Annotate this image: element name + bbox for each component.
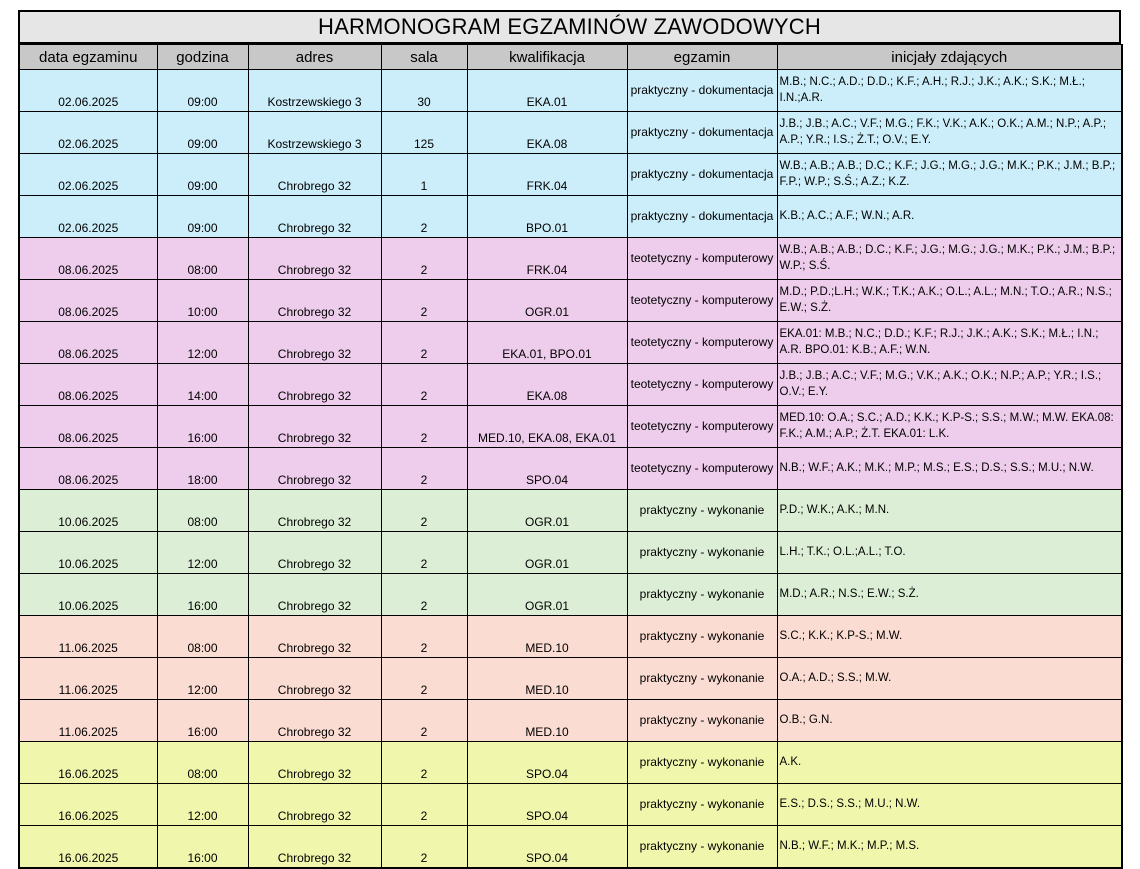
cell-address[interactable]: Chrobrego 32 <box>248 742 381 784</box>
cell-room[interactable]: 2 <box>381 784 467 826</box>
cell-date[interactable]: 16.06.2025 <box>19 784 157 826</box>
table-row <box>19 196 1122 238</box>
cell-date[interactable]: 02.06.2025 <box>19 70 157 112</box>
cell-initials[interactable]: K.B.; A.C.; A.F.; W.N.; A.R. <box>777 196 1122 238</box>
cell-date[interactable]: 16.06.2025 <box>19 826 157 869</box>
cell-date[interactable]: 08.06.2025 <box>19 364 157 406</box>
cell-room[interactable]: 2 <box>381 574 467 616</box>
cell-time[interactable]: 12:00 <box>157 658 248 700</box>
cell-date[interactable]: 08.06.2025 <box>19 406 157 448</box>
cell-room[interactable]: 2 <box>381 700 467 742</box>
cell-initials[interactable]: E.S.; D.S.; S.S.; M.U.; N.W. <box>777 784 1122 826</box>
cell-address[interactable]: Chrobrego 32 <box>248 532 381 574</box>
schedule-rows <box>19 70 1122 869</box>
cell-qualification[interactable]: SPO.04 <box>467 742 627 784</box>
cell-room[interactable]: 1 <box>381 154 467 196</box>
cell-address[interactable]: Chrobrego 32 <box>248 658 381 700</box>
cell-exam[interactable]: teotetyczny - komputerowy <box>627 280 777 322</box>
cell-address[interactable]: Chrobrego 32 <box>248 700 381 742</box>
cell-address[interactable]: Chrobrego 32 <box>248 238 381 280</box>
schedule-table <box>18 44 1123 869</box>
cell-time[interactable]: 16:00 <box>157 574 248 616</box>
table-row <box>19 448 1122 490</box>
cell-qualification[interactable]: MED.10 <box>467 658 627 700</box>
cell-time[interactable]: 14:00 <box>157 364 248 406</box>
cell-time[interactable]: 08:00 <box>157 742 248 784</box>
cell-address[interactable]: Chrobrego 32 <box>248 448 381 490</box>
cell-time[interactable]: 09:00 <box>157 196 248 238</box>
cell-time[interactable]: 09:00 <box>157 70 248 112</box>
cell-date[interactable]: 11.06.2025 <box>19 658 157 700</box>
column-header-initials[interactable]: inicjały zdających <box>777 45 1122 70</box>
cell-exam[interactable]: praktyczny - wykonanie <box>627 490 777 532</box>
cell-address[interactable]: Chrobrego 32 <box>248 616 381 658</box>
table-row <box>19 784 1122 826</box>
cell-exam[interactable]: teotetyczny - komputerowy <box>627 238 777 280</box>
cell-room[interactable]: 2 <box>381 616 467 658</box>
table-row <box>19 826 1122 869</box>
cell-room[interactable]: 125 <box>381 112 467 154</box>
table-row <box>19 616 1122 658</box>
cell-room[interactable]: 2 <box>381 532 467 574</box>
cell-room[interactable]: 2 <box>381 322 467 364</box>
cell-date[interactable]: 11.06.2025 <box>19 700 157 742</box>
cell-initials[interactable]: W.B.; A.B.; A.B.; D.C.; K.F.; J.G.; M.G.; J.G.; M.K.; P.K.; J.M.; B.P.; F.P.; W.P.; S.Ś.; A.Z.; K.Z. <box>777 154 1122 196</box>
table-row <box>19 532 1122 574</box>
cell-qualification[interactable]: EKA.01 <box>467 70 627 112</box>
cell-exam[interactable]: praktyczny - wykonanie <box>627 742 777 784</box>
cell-exam[interactable]: praktyczny - wykonanie <box>627 574 777 616</box>
cell-qualification[interactable]: FRK.04 <box>467 154 627 196</box>
column-header-exam[interactable]: egzamin <box>627 45 777 70</box>
cell-qualification[interactable]: MED.10, EKA.08, EKA.01 <box>467 406 627 448</box>
cell-exam[interactable]: praktyczny - dokumentacja <box>627 112 777 154</box>
cell-qualification[interactable]: BPO.01 <box>467 196 627 238</box>
cell-date[interactable]: 08.06.2025 <box>19 322 157 364</box>
cell-initials[interactable]: J.B.; J.B.; A.C.; V.F.; M.G.; V.K.; A.K.; O.K.; N.P.; A.P.; Y.R.; I.S.; O.V.; E.Y. <box>777 364 1122 406</box>
cell-room[interactable]: 2 <box>381 448 467 490</box>
table-row <box>19 112 1122 154</box>
page-title: HARMONOGRAM EGZAMINÓW ZAWODOWYCH <box>18 10 1121 44</box>
cell-initials[interactable]: L.H.; T.K.; O.L.;A.L.; T.O. <box>777 532 1122 574</box>
cell-date[interactable]: 02.06.2025 <box>19 196 157 238</box>
cell-exam[interactable]: teotetyczny - komputerowy <box>627 406 777 448</box>
table-row <box>19 742 1122 784</box>
table-row <box>19 406 1122 448</box>
cell-initials[interactable]: M.D.; A.R.; N.S.; E.W.; S.Ż. <box>777 574 1122 616</box>
table-row <box>19 490 1122 532</box>
cell-address[interactable]: Kostrzewskiego 3 <box>248 70 381 112</box>
cell-address[interactable]: Chrobrego 32 <box>248 406 381 448</box>
table-row <box>19 364 1122 406</box>
cell-date[interactable]: 08.06.2025 <box>19 448 157 490</box>
cell-initials[interactable]: MED.10: O.A.; S.C.; A.D.; K.K.; K.P-S.; S.S.; M.W.; M.W. EKA.08: F.K.; A.M.; A.P.; Ż.T. EKA.01: L.K. <box>777 406 1122 448</box>
cell-initials[interactable]: S.C.; K.K.; K.P-S.; M.W. <box>777 616 1122 658</box>
cell-exam[interactable]: praktyczny - dokumentacja <box>627 196 777 238</box>
cell-initials[interactable]: M.B.; N.C.; A.D.; D.D.; K.F.; A.H.; R.J.; J.K.; A.K.; S.K.; M.Ł.; I.N.;A.R. <box>777 70 1122 112</box>
column-header-time[interactable]: godzina <box>157 45 248 70</box>
cell-address[interactable]: Chrobrego 32 <box>248 280 381 322</box>
cell-qualification[interactable]: SPO.04 <box>467 448 627 490</box>
header-row <box>19 45 1122 70</box>
cell-qualification[interactable]: FRK.04 <box>467 238 627 280</box>
cell-address[interactable]: Chrobrego 32 <box>248 322 381 364</box>
table-row <box>19 700 1122 742</box>
cell-initials[interactable]: N.B.; W.F.; M.K.; M.P.; M.S. <box>777 826 1122 869</box>
cell-time[interactable]: 18:00 <box>157 448 248 490</box>
cell-qualification[interactable]: OGR.01 <box>467 574 627 616</box>
cell-initials[interactable]: A.K. <box>777 742 1122 784</box>
cell-time[interactable]: 12:00 <box>157 532 248 574</box>
cell-initials[interactable]: N.B.; W.F.; A.K.; M.K.; M.P.; M.S.; E.S.; D.S.; S.S.; M.U.; N.W. <box>777 448 1122 490</box>
cell-qualification[interactable]: OGR.01 <box>467 532 627 574</box>
cell-address[interactable]: Chrobrego 32 <box>248 826 381 869</box>
cell-date[interactable]: 10.06.2025 <box>19 490 157 532</box>
cell-address[interactable]: Chrobrego 32 <box>248 574 381 616</box>
column-header-address[interactable]: adres <box>248 45 381 70</box>
table-row <box>19 658 1122 700</box>
cell-room[interactable]: 2 <box>381 490 467 532</box>
cell-date[interactable]: 08.06.2025 <box>19 238 157 280</box>
cell-date[interactable]: 02.06.2025 <box>19 154 157 196</box>
cell-exam[interactable]: teotetyczny - komputerowy <box>627 448 777 490</box>
cell-date[interactable]: 02.06.2025 <box>19 112 157 154</box>
column-header-room[interactable]: sala <box>381 45 467 70</box>
cell-time[interactable]: 08:00 <box>157 238 248 280</box>
cell-address[interactable]: Chrobrego 32 <box>248 784 381 826</box>
cell-address[interactable]: Chrobrego 32 <box>248 196 381 238</box>
table-row <box>19 70 1122 112</box>
table-row <box>19 574 1122 616</box>
cell-time[interactable]: 09:00 <box>157 154 248 196</box>
cell-date[interactable]: 10.06.2025 <box>19 574 157 616</box>
table-row <box>19 238 1122 280</box>
cell-initials[interactable]: P.D.; W.K.; A.K.; M.N. <box>777 490 1122 532</box>
cell-exam[interactable]: teotetyczny - komputerowy <box>627 364 777 406</box>
cell-time[interactable]: 08:00 <box>157 490 248 532</box>
cell-time[interactable]: 16:00 <box>157 406 248 448</box>
cell-qualification[interactable]: EKA.01, BPO.01 <box>467 322 627 364</box>
cell-room[interactable]: 2 <box>381 742 467 784</box>
cell-exam[interactable]: praktyczny - wykonanie <box>627 784 777 826</box>
cell-address[interactable]: Kostrzewskiego 3 <box>248 112 381 154</box>
table-row <box>19 322 1122 364</box>
cell-room[interactable]: 2 <box>381 406 467 448</box>
cell-room[interactable]: 30 <box>381 70 467 112</box>
column-header-date[interactable]: data egzaminu <box>19 45 157 70</box>
cell-time[interactable]: 12:00 <box>157 322 248 364</box>
cell-time[interactable]: 12:00 <box>157 784 248 826</box>
cell-date[interactable]: 08.06.2025 <box>19 280 157 322</box>
column-header-qualification[interactable]: kwalifikacja <box>467 45 627 70</box>
cell-time[interactable]: 08:00 <box>157 616 248 658</box>
cell-date[interactable]: 10.06.2025 <box>19 532 157 574</box>
cell-time[interactable]: 10:00 <box>157 280 248 322</box>
cell-address[interactable]: Chrobrego 32 <box>248 154 381 196</box>
cell-initials[interactable]: W.B.; A.B.; A.B.; D.C.; K.F.; J.G.; M.G.; J.G.; M.K.; P.K.; J.M.; B.P.; W.P.; S.Ś. <box>777 238 1122 280</box>
cell-room[interactable]: 2 <box>381 196 467 238</box>
cell-initials[interactable]: EKA.01: M.B.; N.C.; D.D.; K.F.; R.J.; J.K.; A.K.; S.K.; M.Ł.; I.N.; A.R. BPO.01: K.B.; A.F.; W.N. <box>777 322 1122 364</box>
cell-qualification[interactable]: SPO.04 <box>467 826 627 869</box>
cell-qualification[interactable]: OGR.01 <box>467 280 627 322</box>
cell-time[interactable]: 16:00 <box>157 826 248 869</box>
cell-qualification[interactable]: EKA.08 <box>467 364 627 406</box>
cell-qualification[interactable]: EKA.08 <box>467 112 627 154</box>
cell-exam[interactable]: praktyczny - wykonanie <box>627 532 777 574</box>
cell-qualification[interactable]: OGR.01 <box>467 490 627 532</box>
cell-exam[interactable]: praktyczny - wykonanie <box>627 700 777 742</box>
cell-room[interactable]: 2 <box>381 280 467 322</box>
cell-initials[interactable]: O.A.; A.D.; S.S.; M.W. <box>777 658 1122 700</box>
cell-exam[interactable]: praktyczny - wykonanie <box>627 616 777 658</box>
exam-schedule-sheet <box>18 10 1121 869</box>
table-row <box>19 280 1122 322</box>
cell-exam[interactable]: praktyczny - wykonanie <box>627 826 777 869</box>
cell-exam[interactable]: praktyczny - wykonanie <box>627 658 777 700</box>
table-row <box>19 154 1122 196</box>
cell-time[interactable]: 09:00 <box>157 112 248 154</box>
cell-qualification[interactable]: MED.10 <box>467 700 627 742</box>
cell-exam[interactable]: praktyczny - dokumentacja <box>627 70 777 112</box>
cell-date[interactable]: 16.06.2025 <box>19 742 157 784</box>
cell-qualification[interactable]: MED.10 <box>467 616 627 658</box>
cell-time[interactable]: 16:00 <box>157 700 248 742</box>
cell-room[interactable]: 2 <box>381 238 467 280</box>
cell-exam[interactable]: teotetyczny - komputerowy <box>627 322 777 364</box>
cell-exam[interactable]: praktyczny - dokumentacja <box>627 154 777 196</box>
cell-address[interactable]: Chrobrego 32 <box>248 490 381 532</box>
cell-initials[interactable]: J.B.; J.B.; A.C.; V.F.; M.G.; F.K.; V.K.; A.K.; O.K.; A.M.; N.P.; A.P.; A.P.; Y.R.; I.S.; Ż.T.; O.V.; E.Y. <box>777 112 1122 154</box>
cell-room[interactable]: 2 <box>381 364 467 406</box>
cell-date[interactable]: 11.06.2025 <box>19 616 157 658</box>
cell-qualification[interactable]: SPO.04 <box>467 784 627 826</box>
cell-initials[interactable]: M.D.; P.D.;L.H.; W.K.; T.K.; A.K.; O.L.; A.L.; M.N.; T.O.; A.R.; N.S.; E.W.; S.Ż. <box>777 280 1122 322</box>
cell-room[interactable]: 2 <box>381 658 467 700</box>
cell-address[interactable]: Chrobrego 32 <box>248 364 381 406</box>
cell-initials[interactable]: O.B.; G.N. <box>777 700 1122 742</box>
cell-room[interactable]: 2 <box>381 826 467 869</box>
